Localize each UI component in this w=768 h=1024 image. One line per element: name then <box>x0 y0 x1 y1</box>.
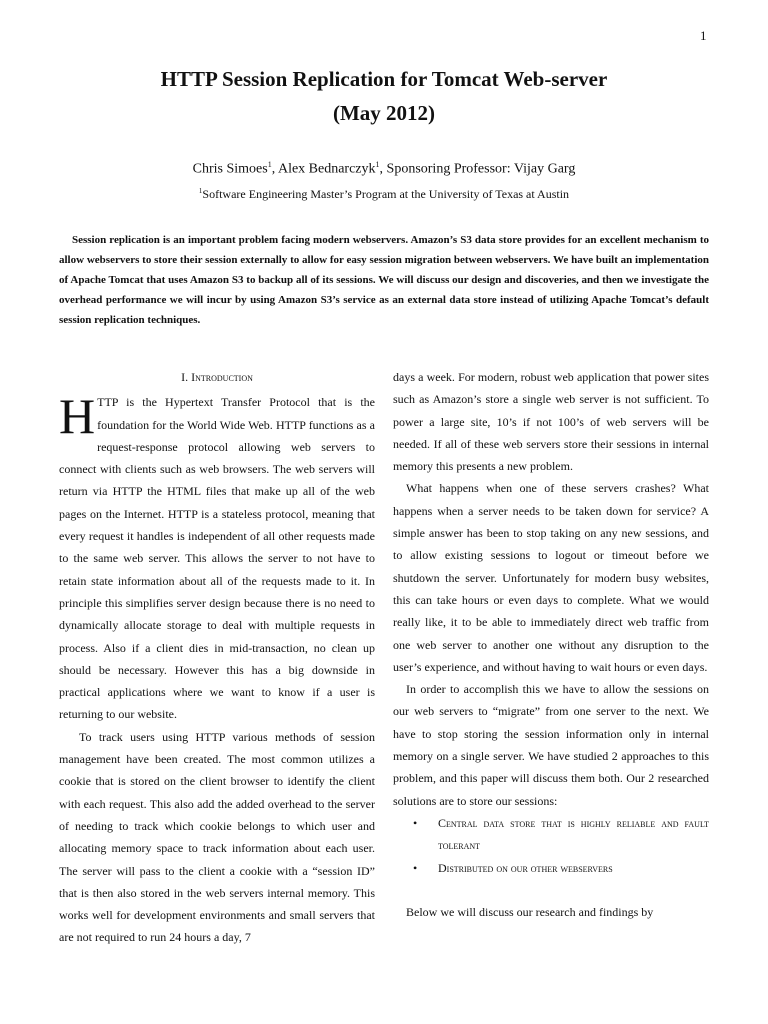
list-item <box>413 857 709 879</box>
intro-paragraph-3: days a week. For modern, robust web application that power sites such as Amazon’s store a single web server is not sufficient. To power a large site, 10’s if not 100’s of web servers will be needed. If all of these web servers store their sessions in internal memory this presents a new problem. <box>393 370 709 474</box>
paper-title <box>0 62 768 130</box>
author-1-affiliation-mark: 1 <box>267 160 272 169</box>
author-2: Alex Bednarczyk <box>277 161 376 177</box>
intro-paragraph-1-text: TTP is the Hypertext Transfer Protocol that is the foundation for the World Wide Web. HTTP functions as a request-response protocol allowing web servers to connect with clients such as web browsers. The web servers will return via HTTP the HTML files that make up all of the web pages on the Internet. HTTP is a stateless protocol, meaning that every request it handles is independent of all other requests made to the same web server. This allows the server to not have to retain state information about all of the requests made to it. In principle this simplifies server design because there is no need to dynamically allocate storage to deal with multiple requests in process. Also if a client dies in mid-transaction, no clean up should be necessary. However this has a big downside in practical applications where we want to know if a user is returning to our website. <box>59 395 375 722</box>
section-numeral: I. <box>181 370 192 384</box>
author-1: Chris Simoes <box>192 161 268 177</box>
section-title: Introduction <box>191 370 253 384</box>
solution-list <box>393 812 709 879</box>
intro-paragraph-5: In order to accomplish this we have to allow the sessions on our web servers to “migrate” from one server to the next. We have to stop storing the session information only in internal memory on a single server. We have studied 2 approaches to this problem, and this paper will discuss them both. Our 2 researched solutions are to store our sessions: <box>393 682 709 808</box>
intro-paragraph-6: Below we will discuss our research and findings by <box>406 904 654 919</box>
affiliation-mark: 1 <box>198 187 203 195</box>
author-list <box>0 160 768 178</box>
affiliation <box>0 187 768 202</box>
affiliation-text: Software Engineering Master’s Program at the University of Texas at Austin <box>202 187 570 201</box>
list-item <box>413 812 709 857</box>
abstract: Session replication is an important problem facing modern webservers. Amazon’s S3 data store provides for an excellent mechanism to allow webservers to store their session externally to allow for easy session migration between webservers. We have built an implementation of Apache Tomcat that uses Amazon S3 to backup all of its sessions. We will discuss our design and discoveries, and then we investigate the overhead performance we will incur by using Amazon S3’s service as an external data store instead of utilizing Apache Tomcat’s default session replication techniques. <box>59 234 709 326</box>
intro-paragraph-4: What happens when one of these servers crashes? What happens when a server needs to be taken down for service? A simple answer has been to stop taking on any new sessions, and to allow existing sessions to logout or timeout before we shutdown the server. Unfortunately for modern busy websites, this can take hours or even days to complete. What we would really like, it to be able to immediately direct web traffic from one web server to another one without any disruption to the user’s experience, and without having to wait hours or even days. <box>393 481 709 674</box>
intro-paragraph-1 <box>59 388 375 725</box>
sponsor: Sponsoring Professor: Vijay Garg <box>386 161 576 177</box>
list-item-text: Central data store that is highly reliable and fault tolerant <box>438 815 709 853</box>
author-2-affiliation-mark: 1 <box>375 160 380 169</box>
spacer <box>393 879 709 901</box>
section-heading <box>59 366 375 388</box>
page-number: 1 <box>700 28 707 43</box>
left-column <box>59 366 375 949</box>
author-separator-2: , <box>379 161 387 177</box>
drop-cap: H <box>59 388 96 445</box>
intro-paragraph-2: To track users using HTTP various methods of session management have been created. The most common utilizes a cookie that is stored on the client browser to identify the client with each request. This also add the added overhead to the server of needing to track which cookie belongs to which user and allocating memory space to track information about each user. The server will pass to the client a cookie with a “session ID” that is then also stored in the web servers internal memory. This works well for development environments and small servers that are not required to run 24 hours a day, 7 <box>59 729 375 945</box>
bullet-icon: • <box>413 815 418 830</box>
right-column <box>393 366 709 923</box>
list-item-text: Distributed on our other webservers <box>438 860 613 875</box>
author-separator-1: , <box>271 161 278 177</box>
bullet-icon: • <box>413 860 418 875</box>
title-line-1: HTTP Session Replication for Tomcat Web-server <box>160 67 608 91</box>
title-line-2: (May 2012) <box>332 101 436 125</box>
